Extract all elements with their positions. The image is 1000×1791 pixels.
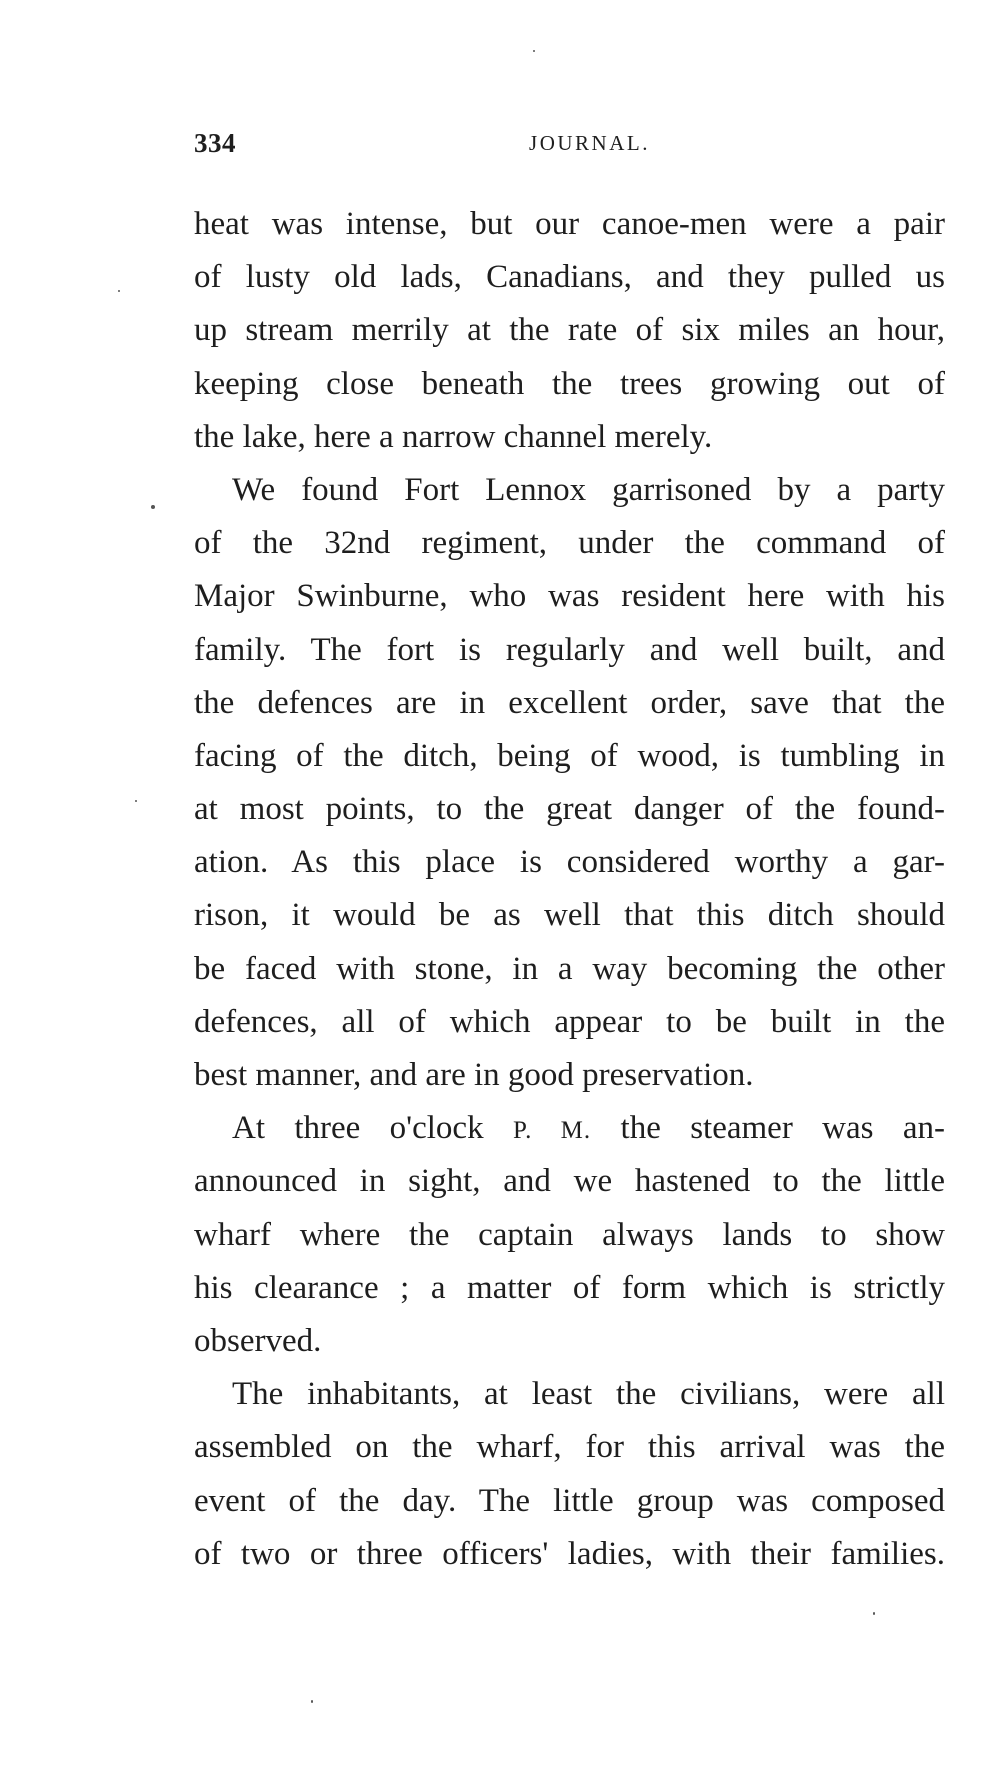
text-line: heat was intense, but our canoe-men were a pair [194, 206, 945, 242]
print-speck [118, 290, 120, 292]
body-text [194, 198, 945, 1581]
text-line: The inhabitants, at least the civilians, were all [232, 1376, 945, 1413]
text-line: of the 32nd regiment, under the command of [194, 525, 945, 562]
text-line: up stream merrily at the rate of six miles an hour, [194, 312, 945, 349]
print-speck [533, 50, 535, 52]
text-line: the lake, here a narrow channel merely. [194, 418, 713, 455]
text-line: We found Fort Lennox garrisoned by a party [232, 471, 945, 508]
text-line: observed. [194, 1322, 322, 1359]
running-head: JOURNAL. [529, 131, 650, 155]
paragraph-4 [194, 1368, 945, 1581]
text-fragment: the steamer was an- [620, 1110, 945, 1147]
text-line: event of the day. The little group was composed [194, 1482, 945, 1519]
paragraph-3 [194, 1102, 945, 1368]
text-line: of lusty old lads, Canadians, and they pulled us [194, 259, 945, 296]
print-speck [311, 1700, 313, 1703]
paragraph-2 [194, 464, 945, 1102]
print-speck [873, 1612, 875, 1615]
text-line: assembled on the wharf, for this arrival was the [194, 1429, 945, 1466]
text-line: ation. As this place is considered worthy a gar- [194, 844, 945, 881]
text-line-composite [194, 1102, 945, 1155]
text-line: the defences are in excellent order, save that the [194, 684, 945, 721]
page-number: 334 [194, 128, 236, 158]
text-line: his clearance ; a matter of form which is strictly [194, 1269, 945, 1306]
text-line: Major Swinburne, who was resident here with his [194, 578, 945, 615]
text-line: rison, it would be as well that this ditch should [194, 897, 945, 934]
text-line: be faced with stone, in a way becoming the other [194, 950, 945, 987]
text-line: best manner, and are in good preservation. [194, 1057, 754, 1093]
time-smallcaps: P. M. [512, 1117, 592, 1145]
print-speck [135, 800, 137, 802]
print-speck [151, 505, 155, 509]
text-line: keeping close beneath the trees growing out of [194, 365, 945, 402]
text-fragment: At three o'clock [232, 1110, 484, 1147]
paragraph-1 [194, 198, 945, 464]
text-line: of two or three officers' ladies, with their families. [194, 1535, 945, 1572]
text-line: defences, all of which appear to be built in the [194, 1003, 945, 1040]
text-line: wharf where the captain always lands to show [194, 1216, 945, 1253]
page-header [194, 128, 945, 168]
text-line: family. The fort is regularly and well built, and [194, 631, 945, 668]
text-line: facing of the ditch, being of wood, is tumbling in [194, 737, 945, 774]
text-line: announced in sight, and we hastened to the little [194, 1163, 945, 1200]
text-line: at most points, to the great danger of the found- [194, 791, 945, 828]
